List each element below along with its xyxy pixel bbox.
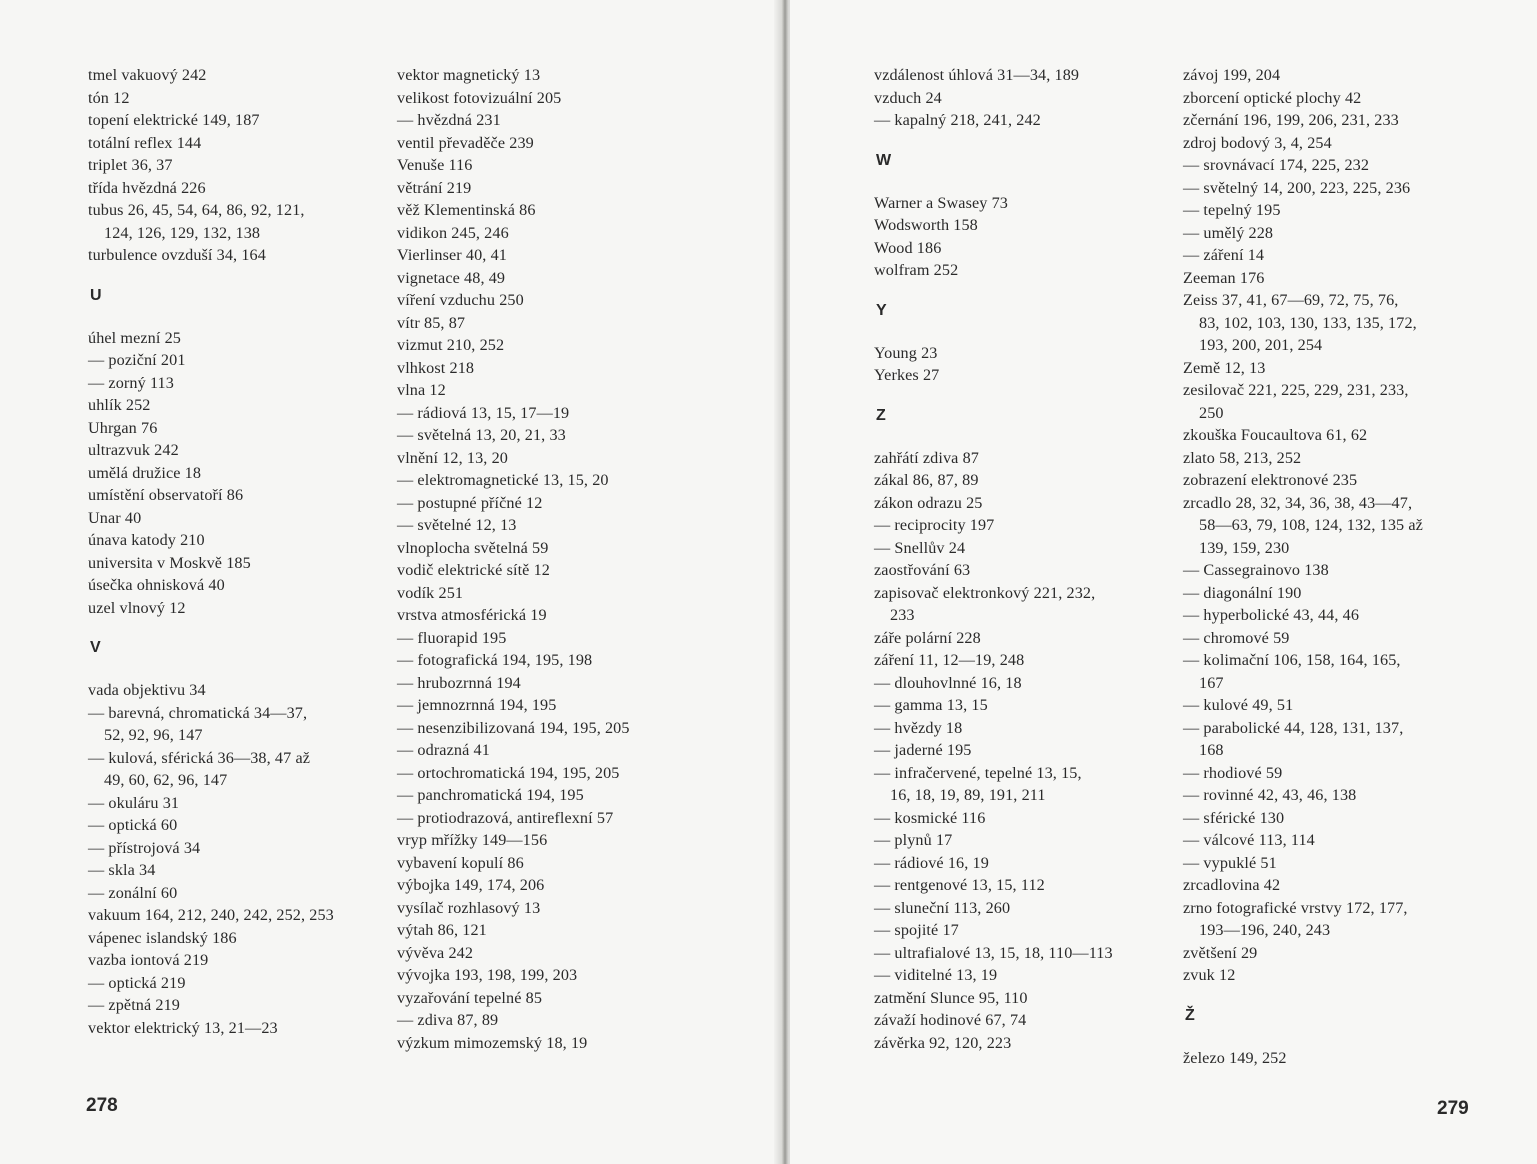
- section-letter: W: [876, 151, 892, 169]
- index-entry: — spojité 17: [874, 921, 959, 939]
- index-entry: — ultrafialové 13, 15, 18, 110—113: [874, 943, 1113, 962]
- index-entry: vlna 12: [397, 381, 446, 399]
- index-entry-continuation: 52, 92, 96, 147: [104, 726, 203, 744]
- index-entry: — parabolické 44, 128, 131, 137,: [1183, 718, 1404, 737]
- index-entry: vlnoplocha světelná 59: [397, 538, 549, 557]
- index-column-4: [1183, 64, 1483, 1069]
- index-entry: — jemnozrnná 194, 195: [397, 696, 557, 714]
- index-entry: — barevná, chromatická 34—37,: [88, 703, 308, 722]
- index-entry: výbojka 149, 174, 206: [397, 876, 545, 894]
- index-entry: — kolimační 106, 158, 164, 165,: [1183, 651, 1401, 669]
- page-number-left: 278: [86, 1095, 118, 1116]
- index-entry: vektor magnetický 13: [397, 66, 541, 84]
- index-entry: větrání 219: [397, 178, 472, 197]
- index-entry: — zorný 113: [88, 373, 174, 392]
- index-entry: — válcové 113, 114: [1183, 831, 1315, 849]
- index-entry: — postupné příčné 12: [397, 493, 543, 512]
- index-entry: Zeeman 176: [1183, 268, 1265, 287]
- index-entry: únava katody 210: [88, 531, 205, 549]
- index-entry: — rádiové 16, 19: [874, 853, 989, 872]
- index-entry: — elektromagnetické 13, 15, 20: [397, 471, 609, 489]
- index-entry-continuation: 124, 126, 129, 132, 138: [104, 223, 261, 242]
- index-entry: zrcadlovina 42: [1183, 876, 1281, 894]
- index-entry: vektor elektrický 13, 21—23: [88, 1018, 278, 1037]
- index-entry: — poziční 201: [88, 351, 186, 369]
- index-entry: vodič elektrické sítě 12: [397, 561, 550, 579]
- index-entry: vignetace 48, 49: [397, 268, 506, 287]
- index-entry: — fluorapid 195: [397, 628, 507, 647]
- index-entry: — viditelné 13, 19: [874, 966, 998, 984]
- index-entry: — panchromatická 194, 195: [397, 786, 584, 804]
- index-entry: umístění observatoří 86: [88, 486, 244, 504]
- index-entry: — protiodrazová, antireflexní 57: [397, 808, 614, 827]
- index-entry: — rádiová 13, 15, 17—19: [397, 403, 570, 422]
- index-entry: — kapalný 218, 241, 242: [874, 111, 1041, 129]
- index-entry: Zeiss 37, 41, 67—69, 72, 75, 76,: [1183, 291, 1399, 309]
- index-entry-continuation: 167: [1199, 673, 1224, 692]
- index-entry: — skla 34: [88, 861, 156, 879]
- index-entry: — přístrojová 34: [88, 838, 201, 857]
- index-entry: vrstva atmosférická 19: [397, 606, 547, 624]
- index-entry: vlhkost 218: [397, 358, 475, 377]
- index-entry: zahřátí zdiva 87: [874, 448, 979, 467]
- index-entry: Warner a Swasey 73: [874, 193, 1008, 212]
- index-entry: zesilovač 221, 225, 229, 231, 233,: [1183, 381, 1409, 399]
- index-entry: — sluneční 113, 260: [874, 898, 1011, 917]
- index-entry: — hvězdná 231: [397, 111, 501, 129]
- section-letter: Ž: [1185, 1006, 1195, 1024]
- index-entry-continuation: 49, 60, 62, 96, 147: [104, 771, 228, 789]
- index-entry: zdroj bodový 3, 4, 254: [1183, 133, 1332, 152]
- index-entry: — infračervené, tepelné 13, 15,: [874, 763, 1082, 782]
- index-entry: Země 12, 13: [1183, 358, 1266, 377]
- index-entry: totální reflex 144: [88, 133, 202, 152]
- section-letter: U: [90, 286, 102, 304]
- index-entry: vyzařování tepelné 85: [397, 988, 543, 1007]
- index-entry: ventil převaděče 239: [397, 133, 534, 152]
- index-entry: zvuk 12: [1183, 966, 1236, 984]
- index-entry: zobrazení elektronové 235: [1183, 471, 1358, 489]
- index-entry: závoj 199, 204: [1183, 66, 1281, 84]
- index-entry: vápenec islandský 186: [88, 928, 237, 947]
- index-entry: zapisovač elektronkový 221, 232,: [874, 583, 1096, 602]
- index-entry: turbulence ovzduší 34, 164: [88, 246, 266, 264]
- index-entry: topení elektrické 149, 187: [88, 111, 260, 129]
- index-entry: — zpětná 219: [88, 996, 181, 1014]
- index-entry: Wood 186: [874, 238, 942, 257]
- index-entry: — ortochromatická 194, 195, 205: [397, 763, 620, 782]
- index-entry: — zdiva 87, 89: [397, 1011, 499, 1029]
- index-entry: — tepelný 195: [1183, 201, 1281, 219]
- index-entry: Vierlinser 40, 41: [397, 246, 507, 264]
- index-entry: — vypuklé 51: [1183, 853, 1277, 872]
- index-entry: — sférické 130: [1183, 808, 1285, 827]
- index-entry: — rhodiové 59: [1183, 763, 1283, 782]
- index-entry: Young 23: [874, 343, 938, 362]
- index-entry: Uhrgan 76: [88, 418, 158, 437]
- index-entry: — gamma 13, 15: [874, 696, 988, 714]
- index-entry: — nesenzibilizovaná 194, 195, 205: [397, 718, 630, 737]
- index-entry: tmel vakuový 242: [88, 66, 207, 84]
- index-entry: výzkum mimozemský 18, 19: [397, 1033, 588, 1052]
- section-letter: V: [90, 639, 101, 656]
- index-entry: tubus 26, 45, 54, 64, 86, 92, 121,: [88, 201, 305, 219]
- index-entry: — plynů 17: [874, 831, 953, 849]
- index-entry: — záření 14: [1183, 246, 1265, 264]
- index-entry: — světelné 12, 13: [397, 516, 517, 534]
- index-entry: — okuláru 31: [88, 793, 180, 812]
- index-entry: vryp mřížky 149—156: [397, 831, 548, 849]
- index-entry: úsečka ohnisková 40: [88, 576, 225, 594]
- index-entry: zrno fotografické vrstvy 172, 177,: [1183, 898, 1408, 917]
- index-entry: — rovinné 42, 43, 46, 138: [1183, 786, 1357, 804]
- index-entry: — kulová, sférická 36—38, 47 až: [88, 748, 311, 767]
- index-entry: — diagonální 190: [1183, 583, 1302, 602]
- section-letter: Y: [876, 301, 887, 319]
- index-entry-continuation: 193—196, 240, 243: [1199, 921, 1331, 939]
- index-entry: — jaderné 195: [874, 741, 972, 759]
- index-entry: wolfram 252: [874, 261, 959, 279]
- index-entry: Unar 40: [88, 508, 142, 527]
- index-entry: — reciprocity 197: [874, 516, 995, 534]
- index-entry: Yerkes 27: [874, 366, 940, 384]
- index-entry: Venuše 116: [397, 156, 473, 174]
- index-entry: — optická 60: [88, 816, 178, 834]
- index-entry: — hvězdy 18: [874, 718, 963, 737]
- index-entry: úhel mezní 25: [88, 328, 182, 347]
- index-entry: vývojka 193, 198, 199, 203: [397, 966, 578, 984]
- index-entry-continuation: 250: [1199, 403, 1224, 422]
- index-entry-continuation: 139, 159, 230: [1199, 538, 1290, 557]
- index-entry: uhlík 252: [88, 396, 151, 414]
- index-column-2: [397, 64, 697, 1054]
- index-entry: — Snellův 24: [874, 538, 966, 557]
- index-entry: — rentgenové 13, 15, 112: [874, 876, 1045, 894]
- index-entry: zkouška Foucaultova 61, 62: [1183, 426, 1368, 444]
- index-entry: zčernání 196, 199, 206, 231, 233: [1183, 111, 1399, 129]
- index-entry: vidikon 245, 246: [397, 223, 509, 242]
- index-entry: vlnění 12, 13, 20: [397, 448, 508, 467]
- index-entry: velikost fotovizuální 205: [397, 88, 562, 107]
- index-entry: — Cassegrainovo 138: [1183, 561, 1329, 579]
- index-entry: věž Klementinská 86: [397, 201, 536, 219]
- index-entry: — umělý 228: [1183, 223, 1274, 242]
- index-entry: umělá družice 18: [88, 463, 202, 482]
- index-entry: triplet 36, 37: [88, 156, 173, 174]
- index-entry: víření vzduchu 250: [397, 291, 524, 309]
- index-entry: záření 11, 12—19, 248: [874, 651, 1025, 669]
- index-entry: zatmění Slunce 95, 110: [874, 988, 1028, 1007]
- index-entry-continuation: 83, 102, 103, 130, 133, 135, 172,: [1199, 313, 1417, 332]
- index-entry: — hrubozrnná 194: [397, 673, 521, 692]
- index-entry: vzdálenost úhlová 31—34, 189: [874, 66, 1080, 84]
- index-entry: závěrka 92, 120, 223: [874, 1033, 1012, 1052]
- section-letter: Z: [876, 406, 886, 424]
- index-entry: zákal 86, 87, 89: [874, 471, 979, 489]
- index-entry: vodík 251: [397, 583, 464, 602]
- index-entry-continuation: 168: [1199, 741, 1224, 759]
- index-entry: vysílač rozhlasový 13: [397, 898, 541, 917]
- index-entry: zlato 58, 213, 252: [1183, 448, 1302, 467]
- index-entry: zrcadlo 28, 32, 34, 36, 38, 43—47,: [1183, 493, 1413, 512]
- index-entry: zákon odrazu 25: [874, 493, 983, 512]
- index-entry: výtah 86, 121: [397, 921, 487, 939]
- index-entry: zvětšení 29: [1183, 943, 1258, 962]
- index-entry: — kosmické 116: [874, 808, 986, 827]
- index-entry: — kulové 49, 51: [1183, 696, 1294, 714]
- index-entry: — zonální 60: [88, 883, 178, 902]
- index-entry: uzel vlnový 12: [88, 598, 186, 617]
- index-entry: tón 12: [88, 88, 130, 107]
- index-entry: záře polární 228: [874, 628, 981, 647]
- index-entry: vazba iontová 219: [88, 951, 209, 969]
- index-entry-continuation: 193, 200, 201, 254: [1199, 336, 1323, 354]
- index-entry: zaostřování 63: [874, 561, 971, 579]
- index-entry: vybavení kopulí 86: [397, 853, 524, 872]
- index-entry: universita v Moskvě 185: [88, 553, 251, 572]
- index-column-3: [874, 64, 1174, 1054]
- index-entry: — odrazná 41: [397, 741, 490, 759]
- index-entry: závaží hodinové 67, 74: [874, 1011, 1027, 1029]
- index-column-1: [88, 64, 378, 1039]
- index-entry: třída hvězdná 226: [88, 178, 206, 197]
- index-entry: — světelná 13, 20, 21, 33: [397, 426, 566, 444]
- index-entry: vada objektivu 34: [88, 681, 206, 699]
- index-entry-continuation: 58—63, 79, 108, 124, 132, 135 až: [1199, 516, 1423, 534]
- index-entry: — dlouhovlnné 16, 18: [874, 673, 1022, 692]
- index-entry: vývěva 242: [397, 943, 474, 962]
- index-entry: vítr 85, 87: [397, 313, 466, 332]
- index-entry: — hyperbolické 43, 44, 46: [1183, 606, 1360, 624]
- index-entry: železo 149, 252: [1183, 1048, 1287, 1067]
- index-entry: — optická 219: [88, 973, 186, 992]
- index-entry: vzduch 24: [874, 88, 942, 107]
- index-entry: Wodsworth 158: [874, 216, 978, 234]
- index-entry-continuation: 16, 18, 19, 89, 191, 211: [890, 786, 1046, 804]
- index-entry: ultrazvuk 242: [88, 441, 179, 459]
- page-number-right: 279: [1437, 1098, 1469, 1119]
- index-entry: — chromové 59: [1183, 628, 1290, 647]
- index-entry-continuation: 233: [890, 606, 915, 624]
- index-entry: zborcení optické plochy 42: [1183, 88, 1362, 107]
- index-entry: vakuum 164, 212, 240, 242, 252, 253: [88, 906, 334, 924]
- index-entry: — světelný 14, 200, 223, 225, 236: [1183, 178, 1411, 197]
- index-entry: vizmut 210, 252: [397, 336, 505, 354]
- index-entry: — srovnávací 174, 225, 232: [1183, 156, 1370, 174]
- index-entry: — fotografická 194, 195, 198: [397, 651, 593, 669]
